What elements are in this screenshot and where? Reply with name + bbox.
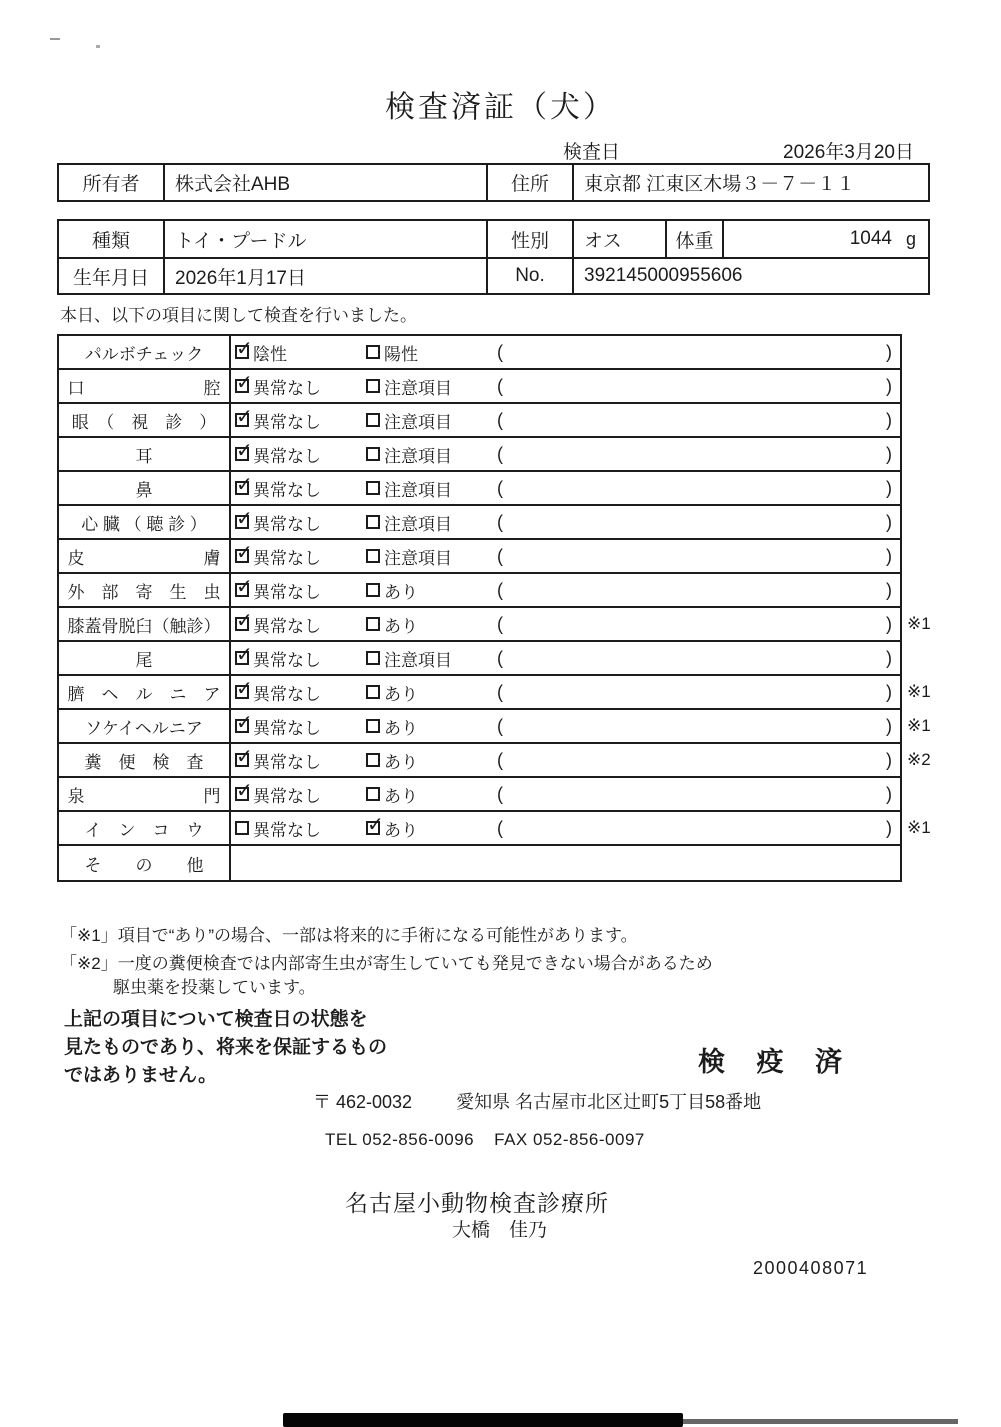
checkbox-icon <box>235 719 249 733</box>
paren-close: ) <box>886 545 892 566</box>
checklist-row-patella <box>59 608 931 642</box>
checkbox-icon <box>366 447 380 461</box>
inspection-date-line <box>0 137 1001 161</box>
option-1-label: 異常なし <box>253 650 321 670</box>
option-1 <box>235 544 366 569</box>
paren-close: ) <box>886 647 892 668</box>
paren-open: ( <box>497 715 503 736</box>
checkbox-icon <box>235 787 249 801</box>
option-2 <box>366 782 497 807</box>
page-title: 検査済証（犬） <box>385 91 616 124</box>
footnote-1: 「※1」項目で“あり”の場合、一部は将来的に手術になる可能性があります。 <box>60 926 638 945</box>
checkbox-icon <box>235 515 249 529</box>
paren-open: ( <box>497 375 503 396</box>
checkbox-icon <box>366 821 380 835</box>
item-label: 眼 （ 視 診 ） <box>59 404 231 436</box>
option-2-label: あり <box>384 684 418 704</box>
clinic-phone-line <box>325 1130 645 1150</box>
veterinarian-name: 大橋 佳乃 <box>452 1220 548 1241</box>
remarks-field <box>497 512 900 533</box>
number-label: No. <box>488 259 574 293</box>
checklist-row-heart <box>59 506 900 540</box>
option-1-label: 異常なし <box>253 412 321 432</box>
paren-open: ( <box>497 783 503 804</box>
footnote-mark: ※2 <box>907 750 931 769</box>
checkbox-icon <box>366 379 380 393</box>
checkbox-icon <box>366 583 380 597</box>
item-label: 口 腔 <box>59 370 231 402</box>
inspection-date-value: 2026年3月20日 <box>783 142 914 163</box>
option-1 <box>235 646 366 671</box>
remarks-field <box>497 444 900 465</box>
clinic-name: 名古屋小動物検査診療所 <box>345 1190 609 1216</box>
remarks-field <box>497 648 900 669</box>
item-label: 心 臓 （ 聴 診 ） <box>59 506 231 538</box>
footnote-mark: ※1 <box>907 818 931 837</box>
checklist-row-eyes <box>59 404 900 438</box>
option-2-label: あり <box>384 786 418 806</box>
disclaimer-statement <box>64 1006 387 1090</box>
owner-value: 株式会社AHB <box>165 165 488 200</box>
item-label: そ の 他 <box>59 846 231 880</box>
paren-open: ( <box>497 477 503 498</box>
clinic-fax: FAX 052-856-0097 <box>494 1130 645 1149</box>
intro-text: 本日、以下の項目に関して検査を行いました。 <box>60 306 417 325</box>
option-2 <box>366 510 497 535</box>
option-2 <box>366 646 497 671</box>
paren-close: ) <box>886 511 892 532</box>
paren-close: ) <box>886 681 892 702</box>
checkbox-icon <box>235 481 249 495</box>
option-2-label: あり <box>384 820 418 840</box>
address-value: 東京都 江東区木場３－７－１１ <box>584 174 856 195</box>
option-1-label: 異常なし <box>253 752 321 772</box>
postal-code: 〒 462-0032 <box>313 1092 413 1112</box>
paren-close: ) <box>886 749 892 770</box>
owner-row <box>59 165 928 200</box>
paren-open: ( <box>497 749 503 770</box>
option-1 <box>235 680 366 705</box>
checkbox-icon <box>235 549 249 563</box>
paren-open: ( <box>497 579 503 600</box>
checklist-row-other <box>59 846 900 880</box>
checkbox-icon <box>235 583 249 597</box>
footnote-mark: ※1 <box>907 614 931 633</box>
paren-close: ) <box>886 477 892 498</box>
option-1-label: 異常なし <box>253 786 321 806</box>
option-2-label: 注意項目 <box>384 480 452 500</box>
checkbox-icon <box>366 787 380 801</box>
paren-open: ( <box>497 681 503 702</box>
remarks-field <box>497 784 900 805</box>
clinic-tel: TEL 052-856-0096 <box>325 1130 475 1149</box>
remarks-field <box>497 716 900 737</box>
option-1-label: 異常なし <box>253 718 321 738</box>
option-2-label: 注意項目 <box>384 514 452 534</box>
checklist-row-inguinal-hernia <box>59 710 931 744</box>
paren-open: ( <box>497 341 503 362</box>
item-label: 皮 膚 <box>59 540 231 572</box>
checklist-row-tail <box>59 642 900 676</box>
option-2 <box>366 408 497 433</box>
weight-label: 体重 <box>667 221 724 257</box>
dog-table <box>57 219 930 295</box>
option-1 <box>235 578 366 603</box>
disclaimer-line-2: 見たものであり、将来を保証するもの <box>64 1037 388 1058</box>
checklist-row-nose <box>59 472 900 506</box>
checklist-row-umbilical-hernia <box>59 676 931 710</box>
remarks-field <box>497 546 900 567</box>
checkbox-icon <box>366 345 380 359</box>
checkbox-icon <box>366 651 380 665</box>
option-1 <box>235 408 366 433</box>
remarks-field <box>497 342 900 363</box>
owner-label: 所有者 <box>59 165 165 200</box>
serial-number: 2000408071 <box>753 1258 869 1278</box>
option-2 <box>366 374 497 399</box>
scan-speck <box>96 45 100 48</box>
checklist-row-parvo <box>59 336 900 370</box>
paren-open: ( <box>497 409 503 430</box>
option-2-label: あり <box>384 718 418 738</box>
clinic-address: 愛知県 名古屋市北区辻町5丁目58番地 <box>456 1092 762 1112</box>
checkbox-icon <box>366 685 380 699</box>
option-2-label: 注意項目 <box>384 446 452 466</box>
paren-close: ) <box>886 409 892 430</box>
option-2 <box>366 340 497 365</box>
birthdate-label: 生年月日 <box>59 259 165 293</box>
weight-value: 1044 <box>849 228 892 249</box>
checkbox-icon <box>235 617 249 631</box>
option-2 <box>366 714 497 739</box>
option-2 <box>366 680 497 705</box>
option-2-label: あり <box>384 752 418 772</box>
remarks-field <box>497 580 900 601</box>
paren-close: ) <box>886 341 892 362</box>
scan-speck <box>50 38 60 40</box>
owner-table <box>57 163 930 202</box>
option-1 <box>235 782 366 807</box>
paren-close: ) <box>886 783 892 804</box>
address-label: 住所 <box>488 165 574 200</box>
breed-value: トイ・プードル <box>165 221 488 257</box>
checklist-row-parasites <box>59 574 900 608</box>
scan-artifact <box>683 1419 958 1424</box>
paren-close: ) <box>886 375 892 396</box>
option-2 <box>366 816 497 841</box>
option-1-label: 異常なし <box>253 684 321 704</box>
checkbox-icon <box>235 413 249 427</box>
option-1-label: 異常なし <box>253 548 321 568</box>
option-1-label: 異常なし <box>253 480 321 500</box>
remarks-field <box>497 614 900 635</box>
item-label: 糞 便 検 査 <box>59 744 231 776</box>
option-1 <box>235 340 366 365</box>
checkbox-icon <box>235 753 249 767</box>
option-1-label: 異常なし <box>253 446 321 466</box>
birthdate-value: 2026年1月17日 <box>165 259 488 293</box>
checklist-row-fecal-exam <box>59 744 931 778</box>
paren-open: ( <box>497 443 503 464</box>
option-1-label: 異常なし <box>253 514 321 534</box>
checkbox-icon <box>366 481 380 495</box>
option-2 <box>366 612 497 637</box>
checkbox-icon <box>366 515 380 529</box>
inspection-date-label: 検査日 <box>563 142 621 163</box>
item-label: ソケイヘルニア <box>59 710 231 742</box>
paren-open: ( <box>497 511 503 532</box>
option-1 <box>235 816 366 841</box>
remarks-field <box>497 410 900 431</box>
item-label: パルボチェック <box>59 336 231 368</box>
dog-row-1 <box>59 221 928 257</box>
option-2-label: あり <box>384 616 418 636</box>
number-value: 392145000955606 <box>584 265 743 286</box>
item-label: 泉 門 <box>59 778 231 810</box>
option-1 <box>235 476 366 501</box>
option-1-label: 異常なし <box>253 582 321 602</box>
checkbox-icon <box>366 719 380 733</box>
dog-row-2 <box>59 257 928 293</box>
item-label: 耳 <box>59 438 231 470</box>
option-1 <box>235 612 366 637</box>
footnote-mark: ※1 <box>907 716 931 735</box>
option-2 <box>366 578 497 603</box>
clinic-address-line <box>313 1088 761 1114</box>
remarks-field <box>497 818 900 839</box>
item-label: 膝蓋骨脱臼（触診） <box>59 608 231 640</box>
option-1-label: 異常なし <box>253 616 321 636</box>
paren-close: ) <box>886 613 892 634</box>
checkbox-icon <box>366 753 380 767</box>
option-1-label: 異常なし <box>253 820 321 840</box>
sex-label: 性別 <box>488 221 574 257</box>
checkbox-icon <box>235 345 249 359</box>
quarantine-stamp: 検 疫 済 <box>698 1047 855 1077</box>
option-2-label: 注意項目 <box>384 548 452 568</box>
paren-close: ) <box>886 817 892 838</box>
disclaimer-line-1: 上記の項目について検査日の状態を <box>64 1009 368 1030</box>
checkbox-icon <box>235 821 249 835</box>
checkbox-icon <box>235 447 249 461</box>
item-label: 尾 <box>59 642 231 674</box>
paren-open: ( <box>497 545 503 566</box>
disclaimer-line-3: ではありません。 <box>64 1065 218 1086</box>
option-1 <box>235 374 366 399</box>
option-2-label: 注意項目 <box>384 650 452 670</box>
checkbox-icon <box>235 685 249 699</box>
checkbox-icon <box>235 379 249 393</box>
paren-open: ( <box>497 613 503 634</box>
remarks-field <box>497 376 900 397</box>
checklist-table <box>57 334 931 882</box>
checklist-row-skin <box>59 540 900 574</box>
paren-open: ( <box>497 647 503 668</box>
paren-close: ) <box>886 443 892 464</box>
option-2-label: 注意項目 <box>384 378 452 398</box>
option-1 <box>235 442 366 467</box>
weight-cell <box>724 221 928 257</box>
remarks-field <box>497 750 900 771</box>
checklist-row-cryptorchidism <box>59 812 931 846</box>
option-2-label: 注意項目 <box>384 412 452 432</box>
option-1 <box>235 510 366 535</box>
footnote-mark: ※1 <box>907 682 931 701</box>
remarks-field <box>497 682 900 703</box>
paren-open: ( <box>497 817 503 838</box>
sex-value: オス <box>574 221 667 257</box>
option-1-label: 異常なし <box>253 378 321 398</box>
paren-close: ) <box>886 579 892 600</box>
option-2 <box>366 442 497 467</box>
option-2 <box>366 544 497 569</box>
footnote-2-continued: 駆虫薬を投薬しています。 <box>113 978 316 997</box>
option-2 <box>366 476 497 501</box>
option-1-label: 陰性 <box>253 344 287 364</box>
paren-close: ) <box>886 715 892 736</box>
footnote-2: 「※2」一度の糞便検査では内部寄生虫が寄生していても発見できない場合があるため <box>60 954 713 973</box>
option-2 <box>366 748 497 773</box>
weight-unit: g <box>905 228 916 249</box>
remarks-field <box>497 478 900 499</box>
checklist-row-fontanelle <box>59 778 900 812</box>
item-label: 外 部 寄 生 虫 <box>59 574 231 606</box>
breed-label: 種類 <box>59 221 165 257</box>
option-2-label: 陽性 <box>384 344 418 364</box>
item-label: 鼻 <box>59 472 231 504</box>
checkbox-icon <box>366 549 380 563</box>
option-2-label: あり <box>384 582 418 602</box>
checkbox-icon <box>235 651 249 665</box>
checklist-row-oral <box>59 370 900 404</box>
option-1 <box>235 714 366 739</box>
checklist-row-ears <box>59 438 900 472</box>
item-label: イ ン コ ウ <box>59 812 231 844</box>
option-1 <box>235 748 366 773</box>
item-label: 臍 ヘ ル ニ ア <box>59 676 231 708</box>
scan-artifact <box>283 1413 683 1427</box>
checkbox-icon <box>366 413 380 427</box>
checkbox-icon <box>366 617 380 631</box>
